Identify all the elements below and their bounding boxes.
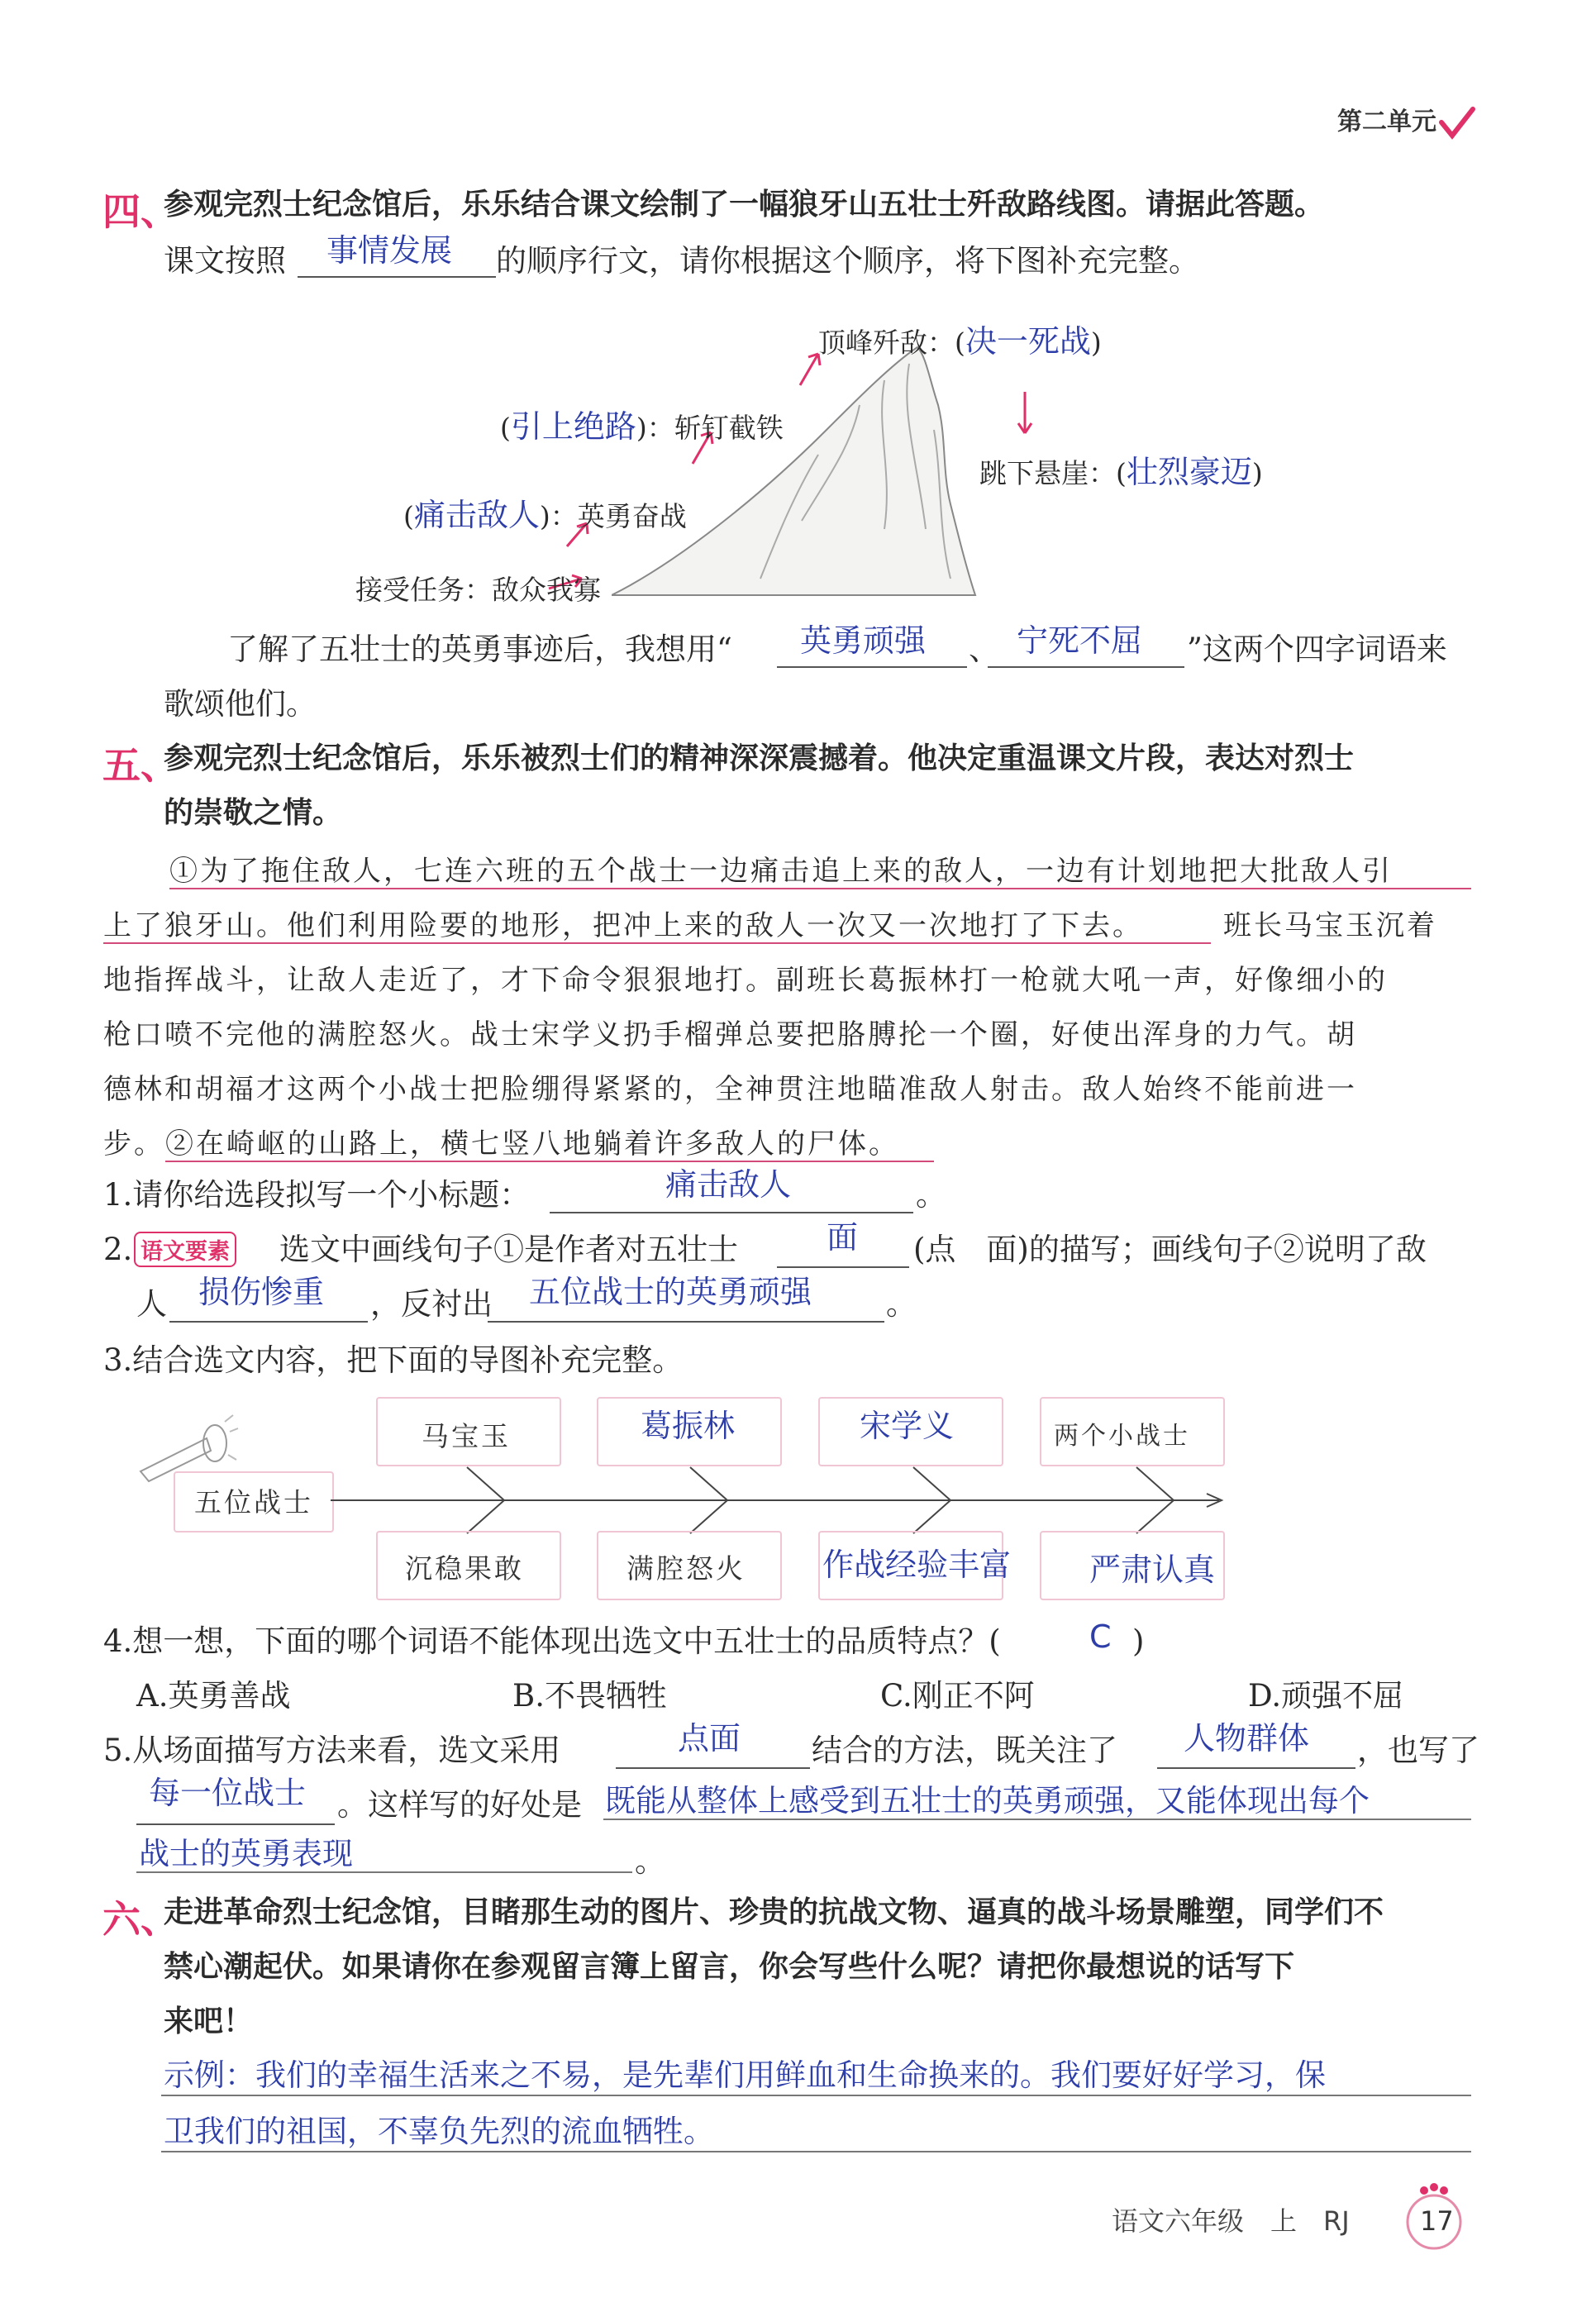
q5-text-d: 。这样写的好处是: [337, 1787, 582, 1823]
q5-text-e: 。: [635, 1843, 665, 1879]
diagram-top-answer[interactable]: 决一死战: [965, 323, 1091, 360]
diagram-yin-answer[interactable]: 引上绝路: [510, 408, 636, 445]
passage-line-6a: 步。: [103, 1127, 164, 1161]
q4-prefix: 4.想一想，下面的哪个词语不能体现出选文中五壮士的品质特点？(: [103, 1623, 1001, 1659]
diagram-jie: 接受任务：敌众我寡: [355, 574, 601, 606]
diagram-yin-open: (: [500, 412, 511, 444]
unit-header: 第二单元: [1337, 107, 1436, 136]
fb-top-4: 两个小战士: [1054, 1422, 1190, 1451]
fb-top-3[interactable]: 宋学义: [860, 1408, 955, 1444]
diagram-yin-label: )：斩钉截铁: [636, 412, 784, 444]
q4-option-d[interactable]: D.顽强不屈: [1248, 1678, 1404, 1714]
q2-answer2[interactable]: 损伤惨重: [198, 1274, 325, 1310]
q2-answer1[interactable]: 面: [827, 1219, 859, 1256]
section-5-title-2: 的崇敬之情。: [164, 796, 343, 830]
diagram-top: [818, 316, 1102, 361]
q5-answer1[interactable]: 点面: [678, 1720, 741, 1757]
q2-text-c: 人: [136, 1286, 167, 1322]
check-mark-icon: [1438, 106, 1476, 141]
passage-line-1: ①为了拖住敌人，七连六班的五个战士一边痛击追上来的敌人，一边有计划地把大批敌人引: [169, 855, 1393, 888]
s6-answer-2[interactable]: 卫我们的祖国，不辜负先烈的流血牺牲。: [164, 2114, 714, 2149]
diagram-tiao-answer[interactable]: 壮烈豪迈: [1126, 454, 1252, 490]
section-4-title: 参观完烈士纪念馆后，乐乐结合课文绘制了一幅狼牙山五壮士歼敌路线图。请据此答题。: [164, 188, 1325, 222]
q2-answer3[interactable]: 五位战士的英勇顽强: [529, 1274, 812, 1310]
q3-text: 3.结合选文内容，把下面的导图补充完整。: [103, 1342, 684, 1378]
s4-line2-suffix: ”这两个四字词语来: [1187, 632, 1447, 667]
q5-answer3[interactable]: 每一位战士: [149, 1775, 307, 1811]
q4-answer[interactable]: C: [1089, 1618, 1112, 1655]
section-4-number: 四、: [102, 189, 179, 234]
q4-option-a[interactable]: A.英勇善战: [136, 1678, 291, 1714]
s4-line2-answer2[interactable]: 宁死不屈: [1017, 622, 1143, 659]
fb-bottom-2: 满腔怒火: [626, 1552, 746, 1585]
q2-text-d: ，反衬出: [370, 1286, 493, 1322]
q5-answer4b[interactable]: 战士的英勇表现: [139, 1836, 353, 1871]
q1-suffix: 。: [916, 1177, 946, 1213]
fb-bottom-4[interactable]: 严肃认真: [1089, 1552, 1216, 1588]
s4-line1-answer[interactable]: 事情发展: [326, 232, 453, 269]
q1-prefix: 1.请你给选段拟写一个小标题：: [103, 1177, 531, 1213]
section-6-title-2: 禁心潮起伏。如果请你在参观留言簿上留言，你会写些什么呢？请把你最想说的话写下: [164, 1950, 1295, 1984]
q5-answer4a[interactable]: 既能从整体上感受到五壮士的英勇顽强，又能体现出每个: [605, 1783, 1370, 1819]
underline-1a: [169, 888, 1471, 889]
q2-tag: 语文要素: [134, 1232, 236, 1267]
diagram-tong-open: (: [403, 500, 414, 532]
fb-bottom-3[interactable]: 作战经验丰富: [822, 1547, 1012, 1583]
s6-answer-line1: [161, 2095, 1471, 2096]
passage-line-6b: ②在崎岖的山路上，横七竖八地躺着许多敌人的尸体。: [165, 1127, 899, 1161]
s4-line1-prefix: 课文按照: [164, 243, 286, 279]
diagram-tiao-close: ): [1251, 457, 1263, 489]
s4-line2-prefix: 了解了五壮士的英勇事迹后，我想用“: [227, 632, 732, 667]
arrow-down-icon: [1012, 389, 1037, 438]
passage-line-5: 德林和胡福才这两个小战士把脸绷得紧紧的，全神贯注地瞄准敌人射击。敌人始终不能前进一: [103, 1073, 1357, 1106]
fb-top-2[interactable]: 葛振林: [641, 1408, 736, 1444]
section-5-title-1: 参观完烈士纪念馆后，乐乐被烈士们的精神深深震撼着。他决定重温课文片段，表达对烈士: [164, 741, 1355, 775]
passage-line-2b: 班长马宝玉沉着: [1223, 909, 1437, 942]
diagram-tong-answer[interactable]: 痛击敌人: [413, 497, 540, 533]
s6-answer-line2: [161, 2151, 1471, 2152]
diagram-tong: [403, 489, 687, 535]
fb-top-1: 马宝玉: [422, 1420, 511, 1452]
diagram-top-label: 顶峰歼敌：(: [818, 327, 965, 359]
section-6-number: 六、: [102, 1897, 179, 1942]
page-number: 17: [1420, 2205, 1454, 2237]
q5-answer2[interactable]: 人物群体: [1184, 1720, 1310, 1757]
q2-number: 2.: [103, 1232, 133, 1267]
s6-answer-1[interactable]: 示例：我们的幸福生活来之不易，是先辈们用鲜血和生命换来的。我们要好好学习，保: [164, 2057, 1326, 2093]
section-6-title-3: 来吧！: [164, 2005, 254, 2038]
diagram-tong-label: )：英勇奋战: [539, 500, 687, 532]
q2-text-b: (点 面)的描写；画线句子②说明了敌: [913, 1232, 1427, 1267]
section-6-title-1: 走进革命烈士纪念馆，目睹那生动的图片、珍贵的抗战文物、逼真的战斗场景雕塑，同学们不: [164, 1895, 1384, 1929]
q2-text-a: 选文中画线句子①是作者对五壮士: [279, 1232, 738, 1267]
passage-line-2a: 上了狼牙山。他们利用险要的地形，把冲上来的敌人一次又一次地打了下去。: [103, 909, 1143, 942]
q5-text-a: 5.从场面描写方法来看，选文采用: [103, 1733, 561, 1768]
diagram-tiao: [979, 446, 1263, 492]
underline-1b: [103, 942, 1211, 944]
s4-line2-answer1[interactable]: 英勇顽强: [800, 622, 927, 659]
q1-answer[interactable]: 痛击敌人: [665, 1166, 792, 1203]
diagram-tiao-label: 跳下悬崖：(: [979, 457, 1127, 489]
s4-line1-suffix: 的顺序行文，请你根据这个顺序，将下图补充完整。: [496, 243, 1199, 279]
fb-bottom-1: 沉稳果敢: [405, 1552, 524, 1585]
q4-option-c[interactable]: C.刚正不阿: [880, 1678, 1035, 1714]
underline-2: [165, 1161, 934, 1162]
footer-subject: 语文六年级 上 RJ: [1112, 2205, 1350, 2237]
diagram-top-close: ): [1090, 327, 1102, 359]
s4-line3: 歌颂他们。: [164, 686, 317, 722]
section-5-number: 五、: [102, 743, 179, 788]
q4-option-b[interactable]: B.不畏牺牲: [512, 1678, 667, 1714]
passage-line-3: 地指挥战斗，让敌人走近了，才下命令狠狠地打。副班长葛振林打一枪就大吼一声，好像细小的: [103, 964, 1388, 997]
diagram-yin: [500, 401, 784, 446]
q5-text-b: 结合的方法，既关注了: [812, 1733, 1117, 1768]
q4-suffix: ): [1132, 1623, 1145, 1659]
q2-text-e: 。: [886, 1286, 917, 1322]
s4-line2-separator: 、: [969, 632, 999, 667]
q5-text-c: ，也写了: [1357, 1733, 1479, 1768]
fishbone-root: 五位战士: [194, 1486, 313, 1518]
passage-line-4: 枪口喷不完他的满腔怒火。战士宋学义扔手榴弹总要把胳膊抡一个圈，好使出浑身的力气。胡: [103, 1018, 1357, 1051]
